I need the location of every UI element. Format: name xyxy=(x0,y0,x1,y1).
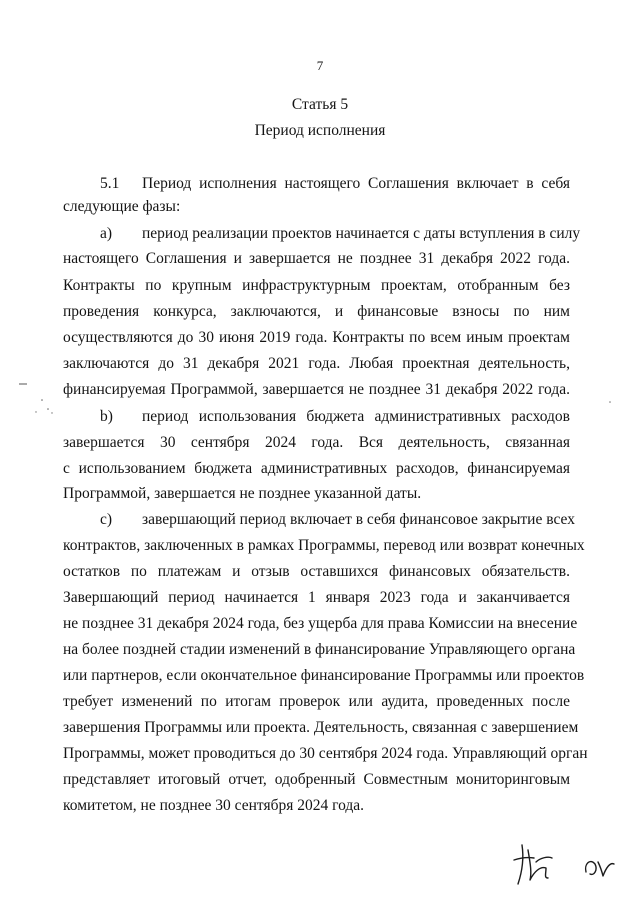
article-subtitle: Период исполнения xyxy=(254,122,386,139)
item-a-label: а) xyxy=(100,225,113,242)
page-number: 7 xyxy=(316,58,324,73)
item-b-line-1-text: период использования бюджета административных расходов xyxy=(142,408,570,425)
article-title: Статья 5 xyxy=(291,96,349,113)
item-c-label: с) xyxy=(100,511,113,528)
item-a-line-6: заключаются до 31 декабря 2021 года. Любая проектная деятельность, xyxy=(63,355,570,372)
section-number: 5.1 xyxy=(100,175,120,192)
item-a-line-7: финансируемая Программой, завершается не позднее 31 декабря 2022 года. xyxy=(63,381,570,398)
item-a-line-1-text: период реализации проектов начинается с даты вступления в силу xyxy=(142,225,581,242)
item-b-line-4: Программой, завершается не позднее указанной даты. xyxy=(63,485,422,502)
item-c-line-7: или партнеров, если окончательное финансирование Программы или проектов xyxy=(63,667,585,684)
item-c-line-10: Программы, может проводиться до 30 сентября 2024 года. Управляющий орган xyxy=(63,745,588,762)
item-a-line-4: проведения конкурса, заключаются, и финансовые взносы по ним xyxy=(63,303,570,320)
item-a-line-3: Контракты по крупным инфраструктурным проектам, отобранным без xyxy=(63,277,570,294)
item-c-line-9: завершения Программы или проекта. Деятельность, связанная с завершением xyxy=(63,719,579,736)
item-c-line-1-text: завершающий период включает в себя финансовое закрытие всех xyxy=(142,511,575,528)
item-c-line-3: остатков по платежам и отзыв оставшихся финансовых обязательств. xyxy=(63,563,570,580)
item-c-line-6: на более поздней стадии изменений в финансирование Управляющего органа xyxy=(63,641,576,658)
item-c-line-8: требует изменений по итогам проверок или аудита, проведенных после xyxy=(63,693,570,710)
section-5-1-line-2: следующие фазы: xyxy=(63,198,181,215)
item-b-line-2: завершается 30 сентября 2024 года. Вся деятельность, связанная xyxy=(63,434,570,451)
item-a-line-2: настоящего Соглашения и завершается не позднее 31 декабря 2022 года. xyxy=(63,250,570,267)
item-c-line-12: комитетом, не позднее 30 сентября 2024 года. xyxy=(63,797,365,814)
item-c-line-4: Завершающий период начинается 1 января 2023 года и заканчивается xyxy=(63,589,570,606)
section-line-1-text: Период исполнения настоящего Соглашения включает в себя xyxy=(142,175,570,192)
item-b-label: b) xyxy=(100,408,113,425)
item-a-line-5: осуществляются до 30 июня 2019 года. Контракты по всем иным проектам xyxy=(63,329,570,346)
item-c-line-2: контрактов, заключенных в рамках Программы, перевод или возврат конечных xyxy=(63,537,585,554)
item-c-line-11: представляет итоговый отчет, одобренный Совместным мониторинговым xyxy=(63,771,570,788)
item-c-line-5: не позднее 31 декабря 2024 года, без ущерба для права Комиссии на внесение xyxy=(63,615,578,632)
item-b-line-3: с использованием бюджета административных расходов, финансируемая xyxy=(63,460,570,477)
